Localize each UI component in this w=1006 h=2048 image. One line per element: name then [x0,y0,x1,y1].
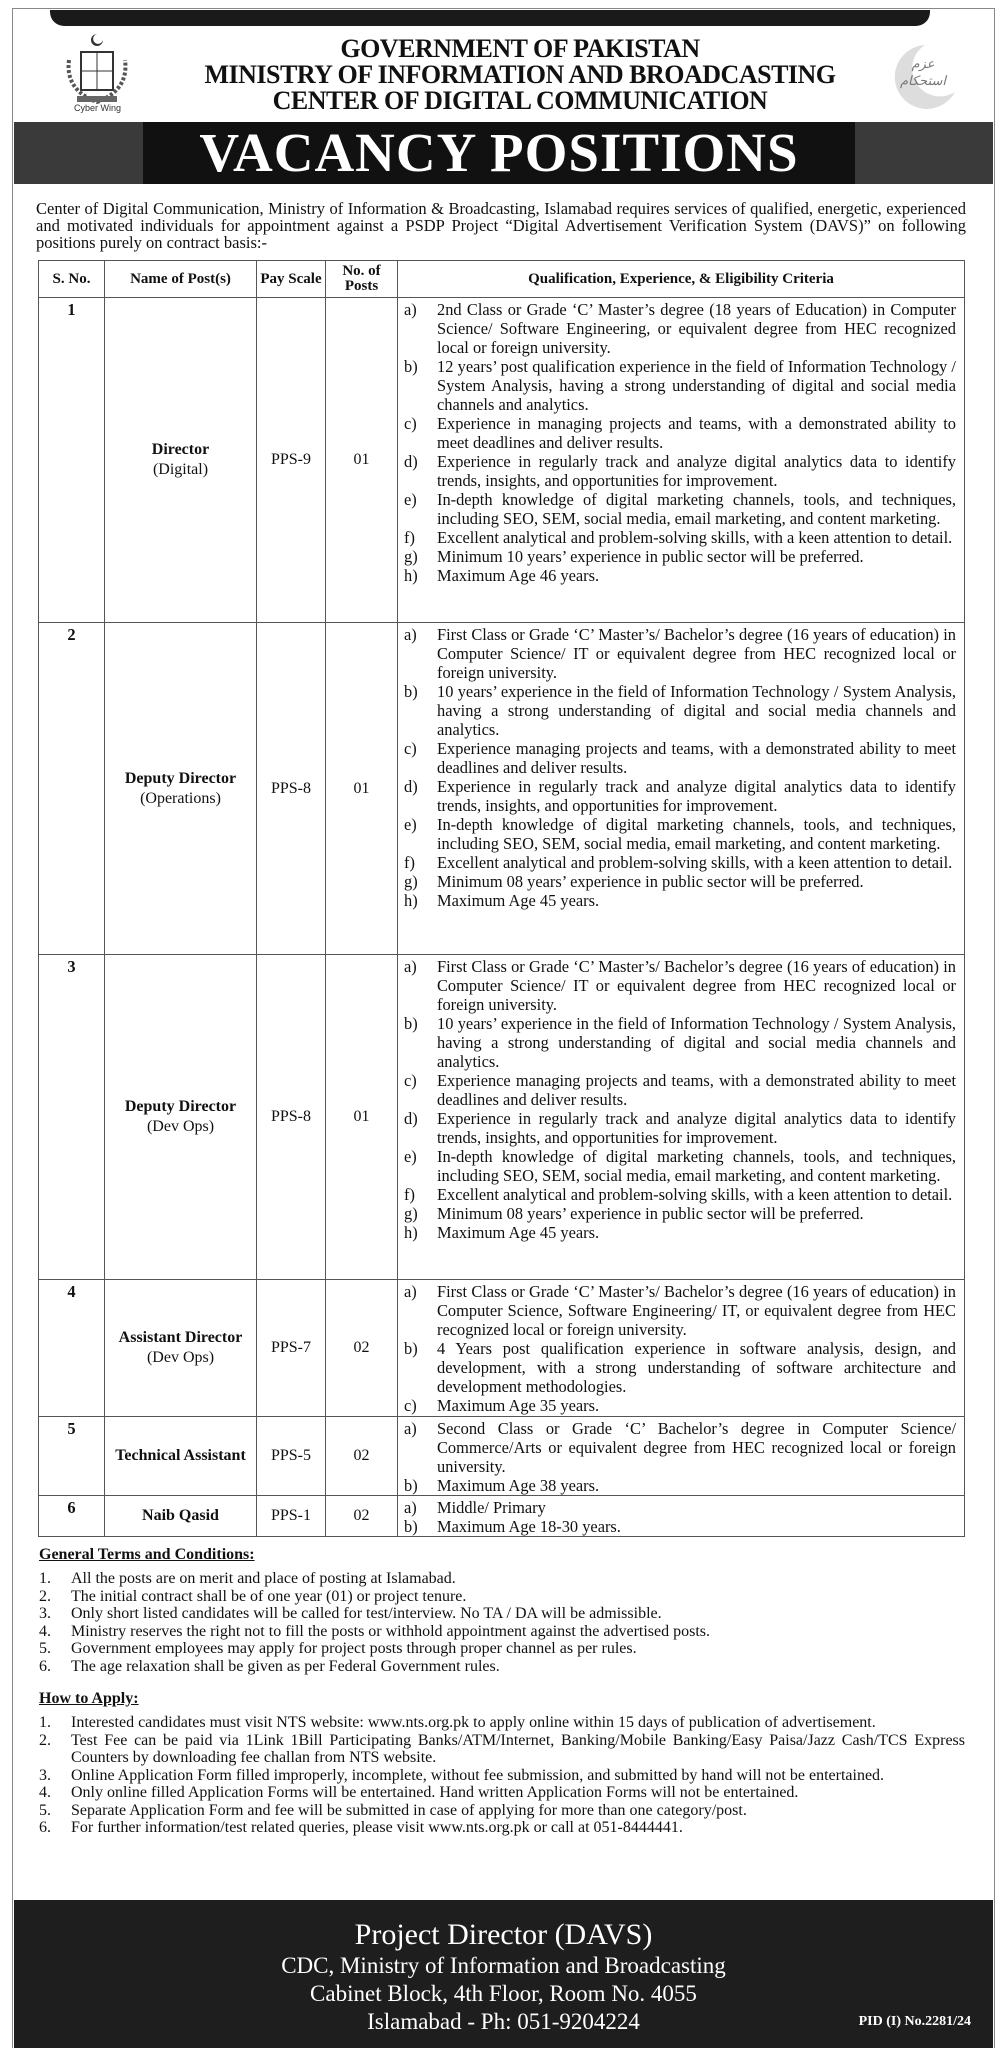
criteria-cell [398,298,965,623]
criteria-text: Excellent analytical and problem-solving skills, with a keen attention to detail. [437,528,953,547]
posts-count: 02 [326,1417,398,1496]
page-title: VACANCY POSITIONS [143,122,855,184]
list-item [39,1802,965,1820]
criteria-letter: b) [404,1476,418,1495]
criteria-letter: b) [404,1014,418,1033]
footer-line3: Islamabad - Ph: 051-9204224 [367,2009,640,2034]
criteria-letter: f) [404,1185,415,1204]
row-sno: 1 [39,298,105,623]
criteria-letter: c) [404,1396,417,1415]
criteria-text: Experience in regularly track and analyze digital analytics data to identify trends, insights, and opportunities for improvement. [437,1109,956,1147]
header-name: Name of Post(s) [105,261,257,298]
list-item [39,1767,965,1785]
list-item [39,1658,965,1676]
item-number: 6. [39,1819,51,1836]
criteria-item [404,1339,956,1396]
posts-count: 01 [326,298,398,623]
criteria-text: 10 years’ experience in the field of Information Technology / System Analysis, having a strong understanding of digital and social media channels and analytics. [437,682,956,739]
criteria-item [404,777,956,815]
posts-count: 02 [326,1496,398,1537]
criteria-letter: c) [404,414,417,433]
criteria-letter: e) [404,1147,417,1166]
item-text: Interested candidates must visit NTS website: www.nts.org.pk to apply online within 15 days of publication of advertisement. [71,1714,876,1731]
footer-contact [14,1900,993,2048]
criteria-text: Second Class or Grade ‘C’ Bachelor’s degree in Computer Science/ Commerce/Arts or equivalent degree from HEC recognized local or foreign university. [437,1419,956,1476]
criteria-letter: h) [404,566,418,585]
criteria-letter: a) [404,300,417,319]
criteria-text: Experience in regularly track and analyze digital analytics data to identify trends, insights, and opportunities for improvement. [437,777,956,815]
campaign-logo-text: عزم استحکام [899,57,946,89]
criteria-letter: g) [404,547,418,566]
criteria-letter: d) [404,777,418,796]
criteria-item [404,815,956,853]
item-number: 4. [39,1784,51,1801]
criteria-item [404,566,956,585]
criteria-text: Maximum Age 45 years. [437,1223,600,1242]
criteria-item [404,1396,956,1415]
criteria-letter: a) [404,1498,417,1517]
criteria-text: Maximum Age 18-30 years. [437,1517,621,1536]
criteria-letter: c) [404,739,417,758]
criteria-cell [398,1417,965,1496]
item-number: 5. [39,1801,51,1819]
item-text: Online Application Form filled improperly, incomplete, without fee submission, and submitted by hand will not be entertained. [71,1766,885,1784]
row-sno: 5 [39,1417,105,1496]
criteria-item [404,1223,956,1242]
item-text: Only online filled Application Forms will be entertained. Hand written Application Forms will not be entertained. [71,1784,799,1801]
footer-title: Project Director (DAVS) [354,1918,653,1951]
item-number: 3. [39,1605,51,1622]
pay-scale: PPS-1 [257,1496,326,1537]
table-header-row [39,261,965,298]
list-item [39,1588,965,1606]
list-item [39,1605,965,1623]
criteria-letter: e) [404,490,417,509]
item-number: 1. [39,1570,51,1587]
item-text: Test Fee can be paid via 1Link 1Bill Participating Banks/ATM/Internet, Banking/Mobile Banking/Easy Paisa/Jazz Cash/TCS Express Counters by downloading fee challan from NTS website. [71,1731,965,1766]
criteria-item [404,957,956,1014]
criteria-item [404,1282,956,1339]
criteria-letter: a) [404,1419,417,1438]
criteria-letter: a) [404,1282,417,1301]
item-number: 6. [39,1657,51,1675]
header-sno: S. No. [39,261,105,298]
criteria-text: First Class or Grade ‘C’ Master’s/ Bachelor’s degree (16 years of education) in Computer Science/ IT or equivalent degree from HEC recognized local or foreign university. [437,625,956,682]
criteria-letter: a) [404,957,417,976]
post-title: Director [151,441,210,458]
header-center: CENTER OF DIGITAL COMMUNICATION [272,86,768,115]
criteria-cell [398,623,965,955]
apply-heading: How to Apply: [39,1690,139,1707]
vacancy-table [38,260,965,1537]
criteria-text: Experience in managing projects and teams, with a demonstrated ability to meet deadlines and deliver results. [437,414,956,452]
post-subtitle: (Dev Ops) [146,1349,215,1366]
post-subtitle: (Operations) [140,789,221,807]
criteria-item [404,1517,956,1536]
criteria-letter: d) [404,1109,418,1128]
criteria-text: Minimum 08 years’ experience in public sector will be preferred. [437,872,864,891]
item-text: Ministry reserves the right not to fill the posts or withhold appointment against the advertised posts. [71,1622,711,1640]
top-decorative-bar [50,10,930,26]
criteria-letter: g) [404,1204,418,1223]
pay-scale: PPS-8 [257,623,326,955]
criteria-item [404,891,956,910]
pay-scale: PPS-9 [257,298,326,623]
item-number: 5. [39,1640,51,1657]
item-number: 3. [39,1766,51,1784]
item-number: 2. [39,1731,51,1749]
criteria-item [404,1071,956,1109]
criteria-text: First Class or Grade ‘C’ Master’s/ Bachelor’s degree (16 years of education) in Computer Science, Software Engineering/ IT, or equivalent degree from HEC recognized local or foreign university. [437,1282,956,1339]
header-ministry: MINISTRY OF INFORMATION AND BROADCASTING [204,60,836,89]
post-name [105,1417,257,1496]
criteria-item [404,547,956,566]
posts-count: 02 [326,1280,398,1417]
pay-scale: PPS-7 [257,1280,326,1417]
criteria-item [404,872,956,891]
criteria-text: In-depth knowledge of digital marketing channels, tools, and techniques, including SEO, SEM, social media, email marketing, and content marketing. [437,1147,956,1185]
table-row [39,298,965,623]
criteria-item [404,490,956,528]
criteria-letter: f) [404,853,415,872]
criteria-item [404,1204,956,1223]
post-name [105,298,257,623]
table-row [39,955,965,1280]
item-text: Government employees may apply for project posts through proper channel as per rules. [71,1640,637,1657]
criteria-text: First Class or Grade ‘C’ Master’s/ Bachelor’s degree (16 years of education) in Computer Science/ IT or equivalent degree from HEC recognized local or foreign university. [437,957,956,1014]
post-name [105,1280,257,1417]
item-number: 1. [39,1714,51,1731]
criteria-letter: b) [404,1517,418,1536]
post-subtitle: (Digital) [152,461,209,478]
campaign-logo [885,40,960,110]
criteria-text: 2nd Class or Grade ‘C’ Master’s degree (18 years of Education) in Computer Science/ Software Engineering, or equivalent degree from HEC recognized local or foreign university. [437,300,956,357]
list-item [39,1819,965,1837]
header-criteria: Qualification, Experience, & Eligibility Criteria [398,261,965,298]
criteria-item [404,1419,956,1476]
criteria-letter: b) [404,357,418,376]
post-name [105,623,257,955]
row-sno: 3 [39,955,105,1280]
terms-list [39,1570,965,1675]
criteria-item [404,414,956,452]
criteria-letter: h) [404,1223,418,1242]
criteria-text: In-depth knowledge of digital marketing channels, tools, and techniques, including SEO, SEM, social media, email marketing, and content marketing. [437,815,956,853]
criteria-item [404,739,956,777]
criteria-item [404,1109,956,1147]
criteria-item [404,682,956,739]
criteria-item [404,452,956,490]
criteria-text: Minimum 10 years’ experience in public sector will be preferred. [437,547,864,566]
criteria-letter: b) [404,1339,418,1358]
table-row [39,623,965,955]
criteria-text: Experience managing projects and teams, with a demonstrated ability to meet deadlines and deliver results. [437,1071,956,1109]
criteria-text: Maximum Age 35 years. [437,1396,600,1415]
criteria-text: Minimum 08 years’ experience in public sector will be preferred. [437,1204,864,1223]
post-title: Deputy Director [124,1098,237,1115]
footer-line1: CDC, Ministry of Information and Broadcasting [281,1953,726,1978]
item-number: 4. [39,1622,51,1640]
list-item [39,1570,965,1588]
table-row [39,1417,965,1496]
header-posts: No. of Posts [326,261,398,298]
list-item [39,1640,965,1658]
row-sno: 2 [39,623,105,955]
list-item [39,1714,965,1732]
criteria-letter: b) [404,682,418,701]
criteria-text: Maximum Age 38 years. [437,1476,600,1495]
row-sno: 4 [39,1280,105,1417]
posts-count: 01 [326,623,398,955]
post-title: Deputy Director [124,769,237,787]
criteria-item [404,1185,956,1204]
criteria-text: 10 years’ experience in the field of Information Technology / System Analysis, having a strong understanding of digital and social media channels and analytics. [437,1014,956,1071]
post-name [105,955,257,1280]
criteria-item [404,300,956,357]
criteria-text: Excellent analytical and problem-solving skills, with a keen attention to detail. [437,853,953,872]
criteria-letter: e) [404,815,417,834]
footer-line2: Cabinet Block, 4th Floor, Room No. 4055 [310,1981,697,2006]
item-text: The initial contract shall be of one year (01) or project tenure. [71,1587,467,1605]
post-subtitle: (Dev Ops) [146,1118,215,1135]
post-name [105,1496,257,1537]
criteria-item [404,1014,956,1071]
criteria-letter: g) [404,872,418,891]
criteria-letter: f) [404,528,415,547]
item-text: All the posts are on merit and place of posting at Islamabad. [71,1570,456,1587]
item-text: Separate Application Form and fee will be submitted in case of applying for more than one category/post. [71,1801,747,1819]
item-text: Only short listed candidates will be called for test/interview. No TA / DA will be admissible. [71,1605,662,1622]
criteria-item [404,1498,956,1517]
criteria-text: 12 years’ post qualification experience in the field of Information Technology / System Analysis, having a strong understanding of digital and social media channels and analytics. [437,357,956,414]
criteria-item [404,1476,956,1495]
criteria-item [404,625,956,682]
header-pay: Pay Scale [257,261,326,298]
criteria-text: Experience in regularly track and analyze digital analytics data to identify trends, insights, and opportunities for improvement. [437,452,956,490]
list-item [39,1623,965,1641]
criteria-cell [398,1280,965,1417]
criteria-text: Middle/ Primary [437,1498,546,1517]
pid-number: PID (I) No.2281/24 [858,2014,971,2029]
criteria-cell [398,955,965,1280]
table-row [39,1280,965,1417]
criteria-text: Maximum Age 45 years. [437,891,600,910]
post-title: Assistant Director [118,1329,243,1346]
item-text: For further information/test related queries, please visit www.nts.org.pk or call at 051-8444441. [71,1819,683,1836]
criteria-item [404,357,956,414]
criteria-cell [398,1496,965,1537]
list-item [39,1784,965,1802]
criteria-item [404,853,956,872]
list-item [39,1732,965,1767]
post-title: Technical Assistant [115,1447,246,1464]
logo-caption: Cyber Wing [73,103,121,113]
terms-heading: General Terms and Conditions: [39,1546,255,1563]
table-row [39,1496,965,1537]
criteria-letter: a) [404,625,417,644]
posts-count: 01 [326,955,398,1280]
criteria-letter: d) [404,452,418,471]
item-number: 2. [39,1587,51,1605]
criteria-text: Experience managing projects and teams, with a demonstrated ability to meet deadlines and deliver results. [437,739,956,777]
pay-scale: PPS-5 [257,1417,326,1496]
criteria-text: In-depth knowledge of digital marketing channels, tools, and techniques, including SEO, SEM, social media, email marketing, and content marketing. [437,490,956,528]
criteria-text: Maximum Age 46 years. [437,566,600,585]
criteria-text: Excellent analytical and problem-solving skills, with a keen attention to detail. [437,1185,953,1204]
criteria-letter: c) [404,1071,417,1090]
criteria-item [404,528,956,547]
header-government: GOVERNMENT OF PAKISTAN [340,34,700,63]
post-title: Naib Qasid [142,1507,219,1524]
criteria-letter: h) [404,891,418,910]
row-sno: 6 [39,1496,105,1537]
criteria-item [404,1147,956,1185]
pay-scale: PPS-8 [257,955,326,1280]
intro-paragraph: Center of Digital Communication, Ministry of Information & Broadcasting, Islamabad requires services of qualified, energetic, experienced and motivated individuals for appointment against a PSDP Project “Digital Advertisement Verification System (DAVS)” on following positions purely on contract basis:- [36,199,966,252]
apply-list [39,1714,965,1837]
item-text: The age relaxation shall be given as per Federal Government rules. [71,1657,500,1675]
criteria-text: 4 Years post qualification experience in software analysis, design, and development, with a strong understanding of software architecture and development methodologies. [437,1339,956,1396]
